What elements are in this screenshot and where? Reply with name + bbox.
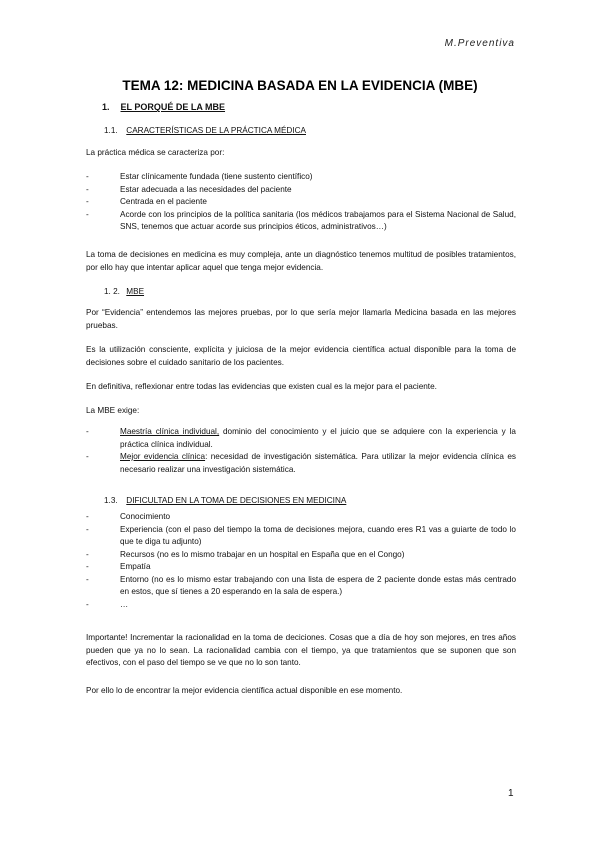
subsection-1-1-title: CARACTERÍSTICAS DE LA PRÁCTICA MÉDICA — [126, 126, 306, 135]
subsection-1-1-heading — [104, 125, 534, 138]
final-paragraph: Por ello lo de encontrar la mejor evidencia científica actual disponible en ese momento. — [86, 686, 403, 695]
decision-difficulty-list — [86, 511, 516, 611]
subsection-1-2-title: MBE — [126, 287, 145, 296]
s1-1-closing: La toma de decisiones en medicina es muy compleja, ante un diagnóstico tenemos multitud de posibles tratamientos, por ello hay que intentar aplicar aquel que tenga mejor evidencia. — [86, 250, 516, 272]
subsection-1-2-heading — [104, 286, 534, 299]
list-item — [86, 451, 516, 476]
mbe-requirements-list — [86, 426, 516, 476]
section-1-number: 1. — [102, 102, 110, 112]
list-item: - … — [86, 599, 516, 612]
list-item: - Conocimiento — [86, 511, 516, 524]
s1-2-requires-intro: La MBE exige: — [86, 406, 140, 415]
page-number: 1 — [508, 788, 514, 799]
requirement-term: Maestría clínica individual, — [120, 427, 220, 436]
list-item: - Experiencia (con el paso del tiempo la toma de decisiones mejora, cuando eres R1 vas a guiarte de todo lo que te diga tu adjunto) — [86, 524, 516, 549]
subsection-1-3-number: 1.3. — [104, 496, 118, 505]
list-item: - Recursos (no es lo mismo trabajar en un hospital en España que en el Congo) — [86, 549, 516, 562]
page-title: TEMA 12: MEDICINA BASADA EN LA EVIDENCIA (MBE) — [122, 78, 478, 93]
requirement-text: dominio del conocimiento y el juicio que se adquiere con la experiencia y la práctica clínica individual. — [120, 427, 516, 449]
practice-characteristics-list — [86, 171, 516, 234]
requirement-text: : necesidad de investigación sistemática. Para utilizar la mejor evidencia clínica es necesario realizar una investigación sistemática. — [120, 452, 516, 474]
list-item: - Empatía — [86, 561, 516, 574]
list-item — [86, 426, 516, 451]
important-paragraph: Importante! Incrementar la racionalidad en la toma de deciciones. Cosas que a día de hoy son mejores, en tres años pueden que ya no lo sean. La racionalidad cambia con el tiempo, ya que tratamientos que se suponen que son efectivos, con el paso del tiempo se ve que no lo son tanto. — [86, 633, 516, 667]
list-item: - Centrada en el paciente — [86, 196, 516, 209]
list-item: - Estar clínicamente fundada (tiene sustento científico) — [86, 171, 516, 184]
list-item: - Entorno (no es lo mismo estar trabajando con una lista de espera de 2 paciente donde estas más centrado en estos, que sí tienes a 20 esperando en la sala de espera.) — [86, 574, 516, 599]
subsection-1-2-number: 1. 2. — [104, 287, 120, 296]
subsection-1-3-title: DIFICULTAD EN LA TOMA DE DECISIONES EN MEDICINA — [126, 496, 347, 505]
section-1-title: EL PORQUÉ DE LA MBE — [120, 102, 226, 112]
section-1-heading — [102, 101, 532, 114]
requirement-term: Mejor evidencia clínica — [120, 452, 206, 461]
s1-2-paragraph-1: Por “Evidencia” entendemos las mejores pruebas, por lo que sería mejor llamarla Medicina basada en las mejores pruebas. — [86, 308, 516, 330]
list-item: - Estar adecuada a las necesidades del paciente — [86, 184, 516, 197]
subsection-1-3-heading — [104, 495, 534, 508]
s1-2-paragraph-3: En definitiva, reflexionar entre todas las evidencias que existen cual es la mejor para el paciente. — [86, 382, 437, 391]
s1-2-paragraph-2: Es la utilización consciente, explícita y juiciosa de la mejor evidencia científica actual disponible para la toma de decisiones sobre el cuidado sanitario de los pacientes. — [86, 345, 516, 367]
header-subject: M.Preventiva — [444, 38, 515, 49]
list-item: - Acorde con los principios de la política sanitaria (los médicos trabajamos para el Sistema Nacional de Salud, SNS, tenemos que actuar acorde sus principios éticos, administrativos…) — [86, 209, 516, 234]
subsection-1-1-number: 1.1. — [104, 126, 118, 135]
s1-1-intro: La práctica médica se caracteriza por: — [86, 148, 225, 157]
